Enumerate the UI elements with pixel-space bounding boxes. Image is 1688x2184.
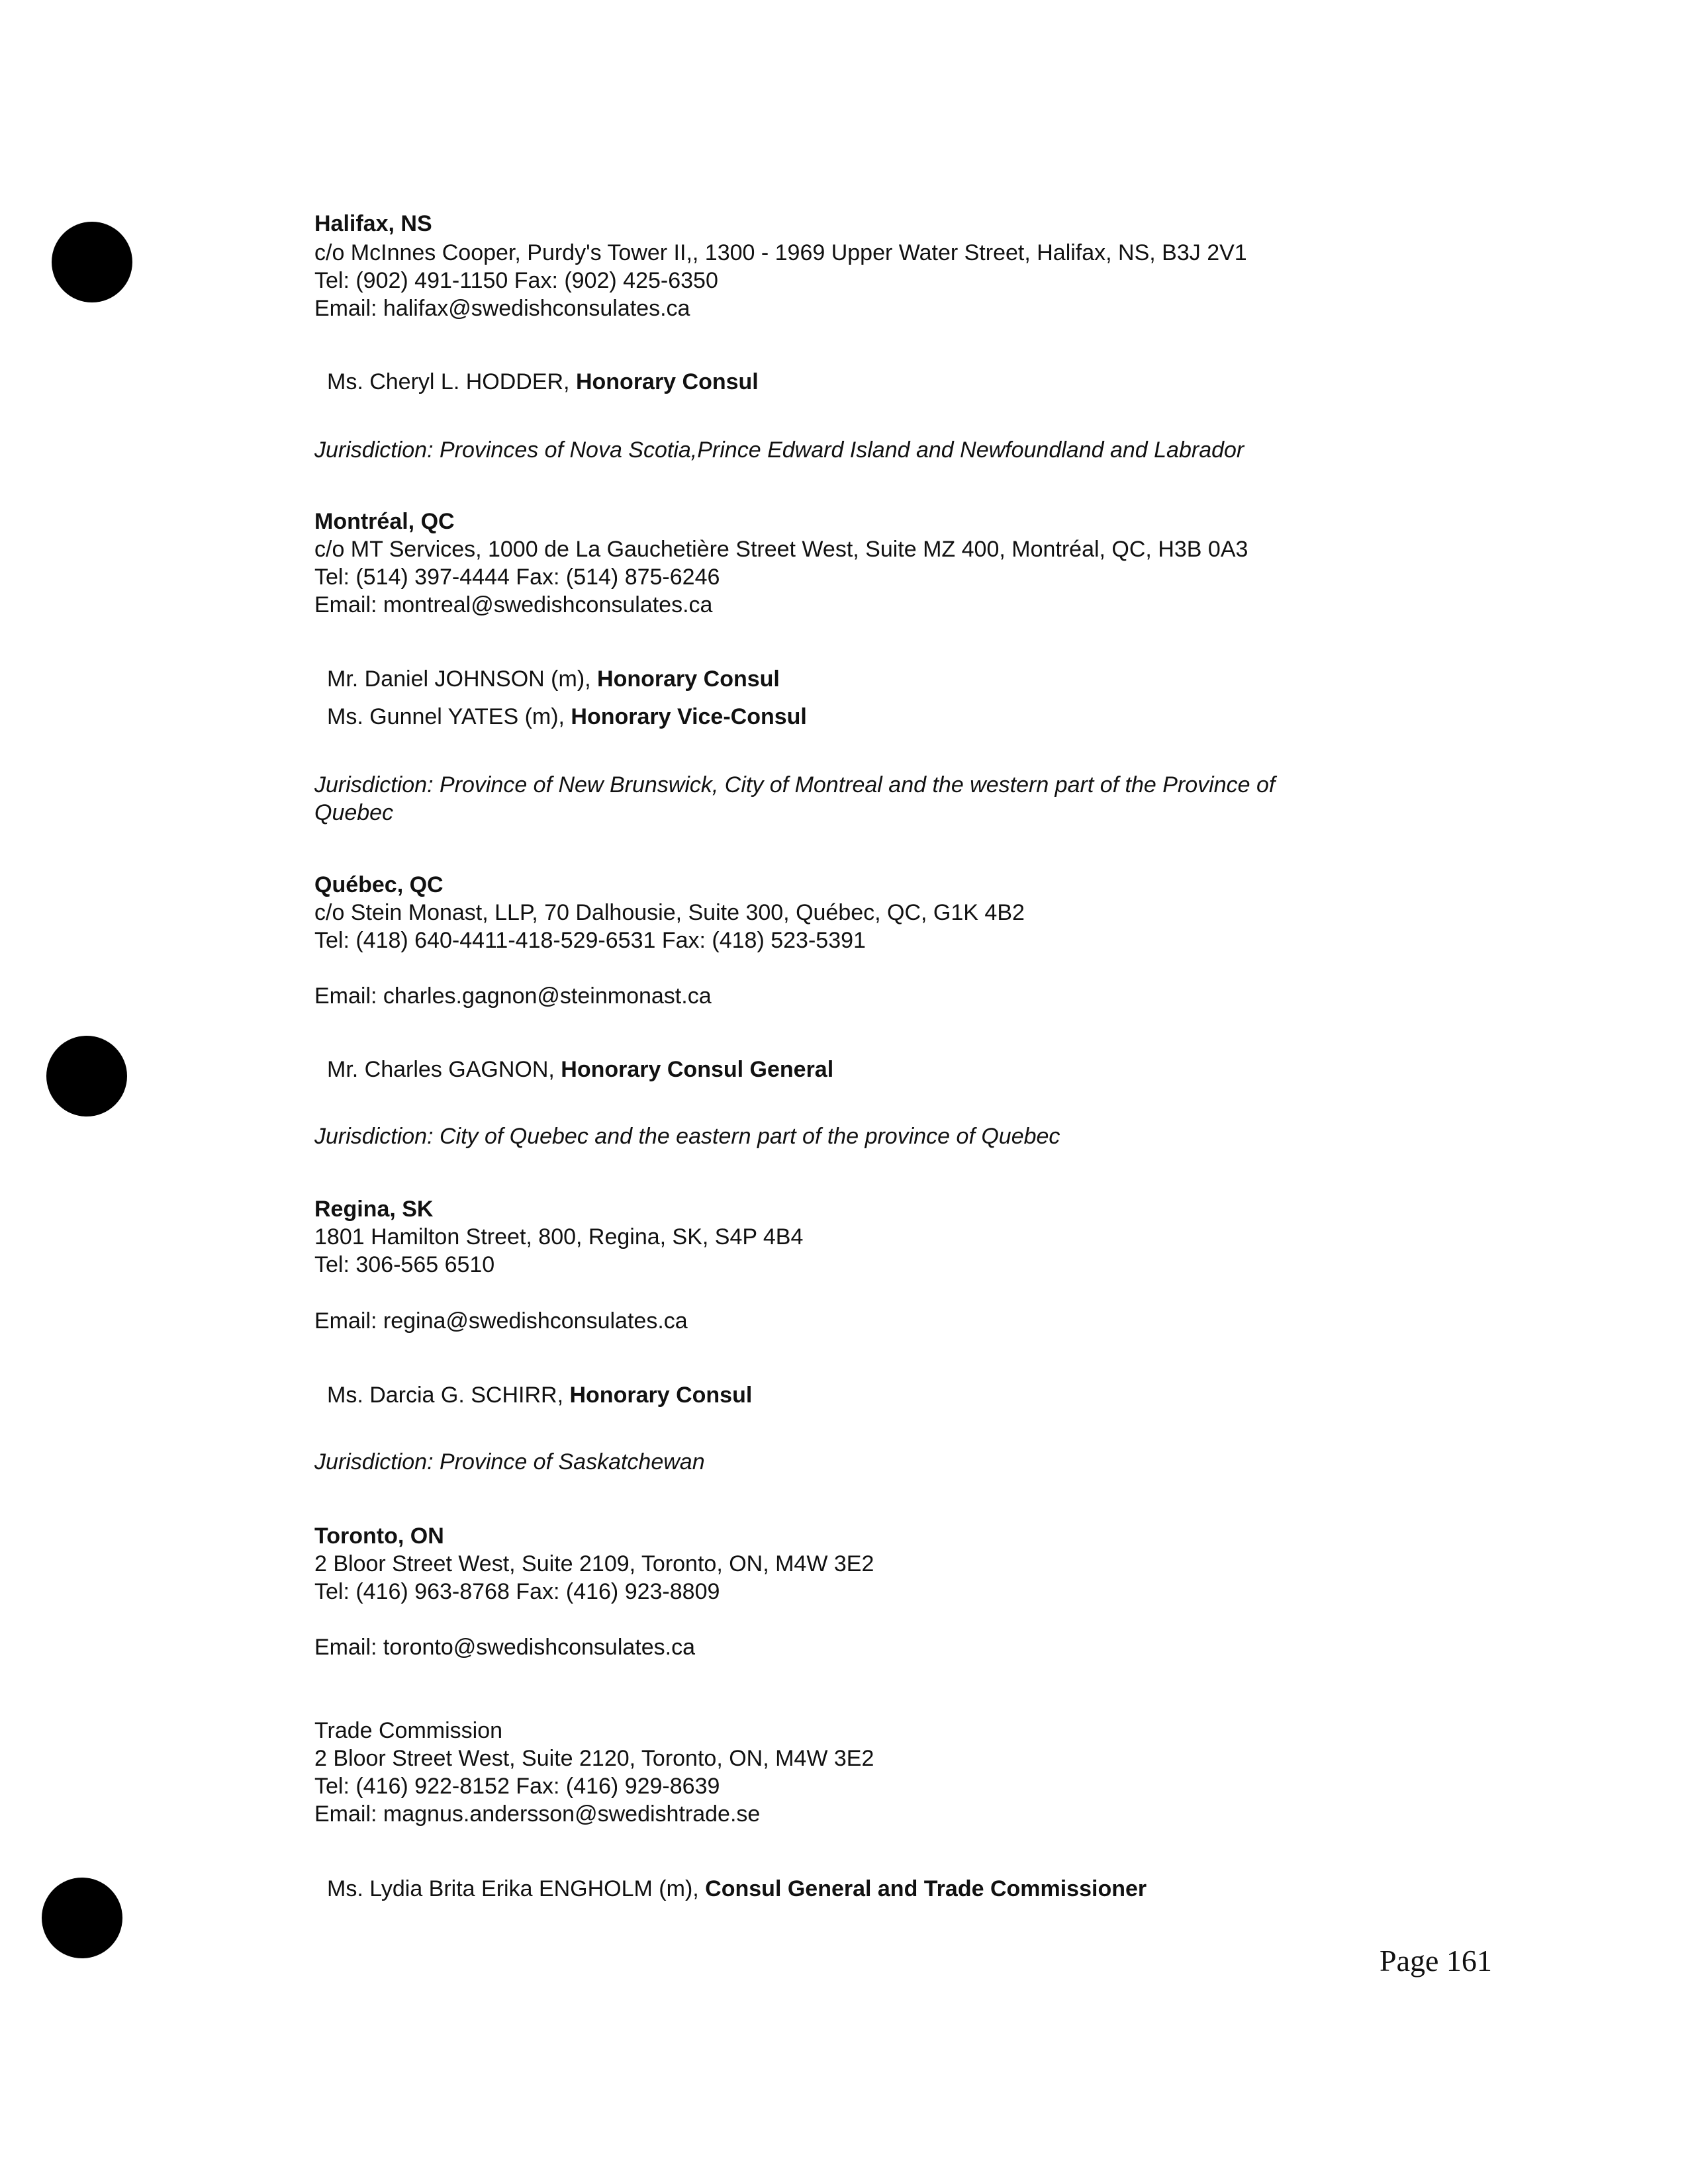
- official-line: [327, 368, 759, 396]
- email: Email: magnus.andersson@swedishtrade.se: [314, 1801, 761, 1827]
- official-line: [327, 1381, 752, 1409]
- email: Email: halifax@swedishconsulates.ca: [314, 296, 690, 321]
- address: 1801 Hamilton Street, 800, Regina, SK, S4P 4B4: [314, 1224, 804, 1250]
- email: Email: toronto@swedishconsulates.ca: [314, 1635, 696, 1660]
- email: Email: montreal@swedishconsulates.ca: [314, 592, 713, 617]
- official-title: Honorary Vice-Consul: [571, 704, 807, 729]
- address: 2 Bloor Street West, Suite 2109, Toronto, ON, M4W 3E2: [314, 1551, 874, 1576]
- jurisdiction: Jurisdiction: Province of New Brunswick, City of Montreal and the western part of the Province of: [314, 772, 1276, 797]
- official-line: [327, 1875, 1147, 1903]
- official-title: Consul General and Trade Commissioner: [705, 1876, 1147, 1901]
- official-name: Ms. Darcia G. SCHIRR,: [327, 1383, 570, 1408]
- official-line: [327, 703, 807, 731]
- jurisdiction: Jurisdiction: Provinces of Nova Scotia,Prince Edward Island and Newfoundland and Labrador: [314, 437, 1244, 463]
- address: c/o MT Services, 1000 de La Gauchetière Street West, Suite MZ 400, Montréal, QC, H3B 0A3: [314, 537, 1248, 562]
- official-line: [327, 1056, 833, 1083]
- section-heading: Québec, QC: [314, 872, 444, 897]
- official-title: Honorary Consul: [597, 666, 780, 692]
- binder-hole-top: [52, 222, 132, 302]
- official-name: Ms. Lydia Brita Erika ENGHOLM (m),: [327, 1876, 706, 1901]
- official-title: Honorary Consul: [575, 369, 759, 394]
- official-name: Ms. Gunnel YATES (m),: [327, 704, 571, 729]
- phone-fax: Tel: (416) 963-8768 Fax: (416) 923-8809: [314, 1579, 720, 1604]
- phone: Tel: 306-565 6510: [314, 1252, 495, 1277]
- jurisdiction: Jurisdiction: Province of Saskatchewan: [314, 1449, 705, 1475]
- address: c/o McInnes Cooper, Purdy's Tower II,, 1300 - 1969 Upper Water Street, Halifax, NS, B3J 2V1: [314, 240, 1247, 265]
- phone-fax: Tel: (514) 397-4444 Fax: (514) 875-6246: [314, 565, 720, 590]
- official-title: Honorary Consul: [569, 1383, 753, 1408]
- phone-fax: Tel: (418) 640-4411-418-529-6531 Fax: (418) 523-5391: [314, 928, 866, 953]
- section-heading: Toronto, ON: [314, 1524, 444, 1549]
- address: 2 Bloor Street West, Suite 2120, Toronto, ON, M4W 3E2: [314, 1746, 874, 1771]
- official-line: [327, 665, 780, 693]
- official-title: Honorary Consul General: [561, 1057, 834, 1082]
- binder-hole-middle: [46, 1036, 127, 1116]
- official-name: Ms. Cheryl L. HODDER,: [327, 369, 576, 394]
- official-name: Mr. Daniel JOHNSON (m),: [327, 666, 598, 692]
- phone-fax: Tel: (902) 491-1150 Fax: (902) 425-6350: [314, 268, 718, 293]
- official-name: Mr. Charles GAGNON,: [327, 1057, 561, 1082]
- binder-hole-bottom: [42, 1878, 122, 1958]
- section-heading: Trade Commission: [314, 1718, 503, 1743]
- email: Email: charles.gagnon@steinmonast.ca: [314, 983, 712, 1009]
- jurisdiction: Jurisdiction: City of Quebec and the eastern part of the province of Quebec: [314, 1124, 1060, 1149]
- section-heading: Montréal, QC: [314, 509, 455, 534]
- jurisdiction-continued: Quebec: [314, 800, 394, 825]
- page-number: Page 161: [1380, 1944, 1492, 1978]
- phone-fax: Tel: (416) 922-8152 Fax: (416) 929-8639: [314, 1774, 720, 1799]
- section-heading: Regina, SK: [314, 1197, 434, 1222]
- address: c/o Stein Monast, LLP, 70 Dalhousie, Suite 300, Québec, QC, G1K 4B2: [314, 900, 1025, 925]
- email: Email: regina@swedishconsulates.ca: [314, 1308, 688, 1334]
- section-heading: Halifax, NS: [314, 211, 432, 236]
